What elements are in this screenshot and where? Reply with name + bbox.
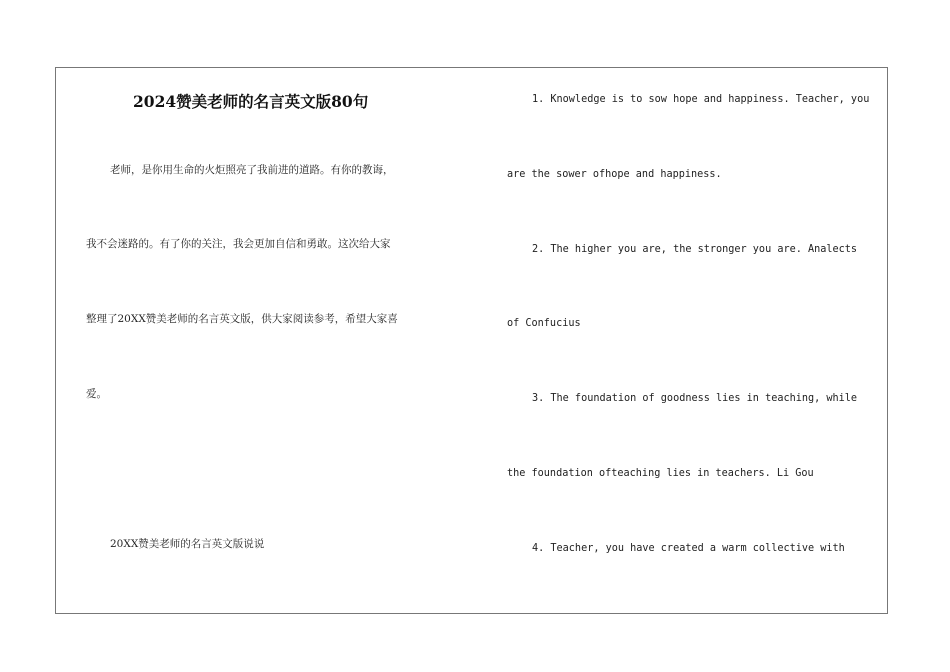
quote-line-6: the foundation ofteaching lies in teachers. Li Gou [507,468,814,479]
intro-line-2: 我不会迷路的。有了你的关注，我会更加自信和勇敢。这次给大家 [86,238,391,250]
intro-line-3: 整理了20XX赞美老师的名言英文版，供大家阅读参考，希望大家喜 [86,313,398,325]
quote-line-7: 4. Teacher, you have created a warm collective with [532,543,845,554]
quote-line-3: 2. The higher you are, the stronger you are. Analects [532,244,858,255]
intro-line-4: 爱。 [86,388,107,400]
page-frame [55,67,888,614]
quote-line-5: 3. The foundation of goodness lies in teaching, while [532,393,858,404]
section-heading: 20XX赞美老师的名言英文版说说 [110,538,265,550]
quote-line-1: 1. Knowledge is to sow hope and happiness. Teacher, you [532,94,870,105]
quote-line-4: of Confucius [507,318,581,329]
quote-line-2: are the sower ofhope and happiness. [507,169,722,180]
intro-line-1: 老师，是你用生命的火炬照亮了我前进的道路。有你的教诲， [110,164,394,176]
document-title: 2024赞美老师的名言英文版80句 [133,92,369,111]
